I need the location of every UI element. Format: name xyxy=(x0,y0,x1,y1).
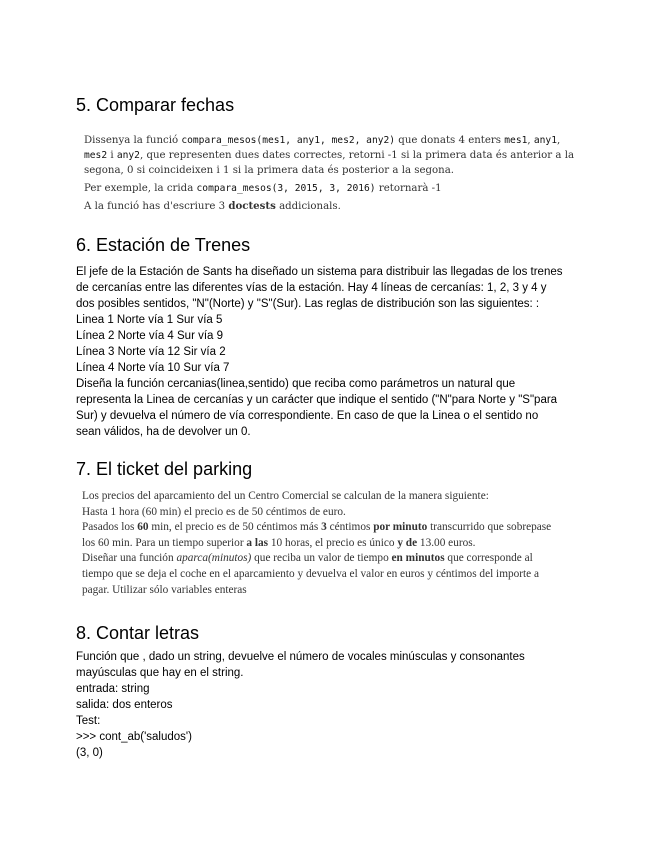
sec6-line: dos posibles sentidos, "N"(Norte) y "S"(Sur). Las reglas de distribución son las siguientes: : xyxy=(76,298,540,310)
sec5-line-5 xyxy=(84,199,576,214)
sec5-line-1 xyxy=(84,133,576,148)
sec5-code: compara_mesos(mes1, any1, mes2, any2) xyxy=(181,135,396,146)
sec7-line-5 xyxy=(82,551,582,567)
sec6-line: Diseña la función cercanias(linea,sentido) que reciba como parámetros un natural que xyxy=(76,378,516,390)
sec5-line-2 xyxy=(84,148,576,163)
sec6-line: de cercanías entre las diferentes vías de la estación. Hay 4 líneas de cercanías: 1, 2, 3 y 4 y xyxy=(76,282,547,294)
sec8-line: (3, 0) xyxy=(76,747,103,759)
sec6-line: Sur) y devuelva el número de vía correspondiente. En caso de que la Linea o el sentido no xyxy=(76,410,539,422)
sec7-bold: en minutos xyxy=(391,552,445,565)
sec7-text: que corresponde al xyxy=(444,552,533,565)
sec7-text: Pasados los xyxy=(82,521,138,534)
section-7-title: 7. El ticket del parking xyxy=(76,459,253,479)
sec7-text: 10 horas, el precio es único xyxy=(268,536,398,549)
sec5-text: Per exemple, la crida xyxy=(84,183,197,194)
sec6-line: sean válidos, ha de devolver un 0. xyxy=(76,426,251,438)
section-5-body xyxy=(84,133,576,214)
sec7-text: que reciba un valor de tiempo xyxy=(251,552,392,565)
sec7-bold: a las xyxy=(246,536,269,549)
sec7-line-1: Los precios del aparcamiento del un Centro Comercial se calculan de la manera siguiente: xyxy=(82,490,489,502)
sec6-line: Línea 3 Norte vía 12 Sir vía 2 xyxy=(76,346,226,358)
sec8-line: Test: xyxy=(76,715,101,727)
section-8-body xyxy=(76,649,576,761)
sec5-code: any2 xyxy=(116,150,140,161)
section-8-title: 8. Contar letras xyxy=(76,623,200,643)
sec6-line: Linea 1 Norte vía 1 Sur vía 5 xyxy=(76,314,223,326)
sec5-text: que donats 4 enters xyxy=(395,135,505,146)
sec6-line: Línea 4 Norte vía 10 Sur vía 7 xyxy=(76,362,230,374)
section-6-title: 6. Estación de Trenes xyxy=(76,235,251,255)
sec7-bold: 60 xyxy=(137,521,149,534)
sec8-line: mayúsculas que hay en el string. xyxy=(76,667,244,679)
sec5-bold: doctests xyxy=(228,200,276,212)
sec5-text: Dissenya la funció xyxy=(84,135,182,146)
sec7-text: Diseñar una función xyxy=(82,552,177,565)
sec5-line-4 xyxy=(84,181,576,196)
sec5-code: compara_mesos(3, 2015, 3, 2016) xyxy=(196,183,376,194)
sec5-text: addicionals. xyxy=(275,201,341,212)
sec7-text: los 60 min. Para un tiempo superior xyxy=(82,536,247,549)
sec5-code: mes1 xyxy=(504,135,528,146)
sec5-text: i xyxy=(107,150,117,161)
sec7-line-7: pagar. Utilizar sólo variables enteras xyxy=(82,583,247,596)
sec8-line: salida: dos enteros xyxy=(76,699,173,711)
sec5-text: A la funció has d'escriure 3 xyxy=(84,201,229,212)
sec5-text: , que representen dues dates correctes, retorni -1 si la primera data és anterior a la xyxy=(139,150,575,161)
sec5-text: , xyxy=(527,135,534,146)
section-6-body xyxy=(76,264,576,440)
sec8-line: Función que , dado un string, devuelve el número de vocales minúsculas y consonantes xyxy=(76,651,525,663)
section-5-title: 5. Comparar fechas xyxy=(76,95,235,115)
sec7-bold: y de xyxy=(397,536,418,549)
sec7-text: min, el precio es de 50 céntimos más xyxy=(148,521,322,534)
sec8-line: entrada: string xyxy=(76,683,150,695)
sec7-line-2: Hasta 1 hora (60 min) el precio es de 50 céntimos de euro. xyxy=(82,505,346,518)
sec6-line: El jefe de la Estación de Sants ha diseñado un sistema para distribuir las llegadas de los trenes xyxy=(76,266,563,278)
sec7-line-6: tiempo que se deja el coche en el aparcamiento y devuelva el valor en euros y céntimos del importe a xyxy=(82,567,540,580)
sec7-text: transcurrido que sobrepase xyxy=(427,521,552,534)
sec7-line-3 xyxy=(82,520,582,536)
sec5-code: any1 xyxy=(533,135,557,146)
sec5-code: mes2 xyxy=(84,150,108,161)
sec5-line-3: segona, 0 si coincideixen i 1 si la primera data és posterior a la segona. xyxy=(84,165,455,176)
sec6-line: representa la Linea de cercanías y un carácter que indique el sentido ("N"para Norte y "S"para xyxy=(76,394,558,406)
sec8-line: >>> cont_ab('saludos') xyxy=(76,731,192,743)
sec5-text: retornarà -1 xyxy=(375,183,442,194)
sec7-text: 13.00 euros. xyxy=(417,536,476,549)
sec7-line-4 xyxy=(82,536,582,552)
sec7-italic: aparca(minutos) xyxy=(176,552,252,565)
sec7-bold: 3 xyxy=(321,521,327,534)
sec5-text: , xyxy=(556,135,561,146)
sec7-text: céntimos xyxy=(326,521,374,534)
sec6-line: Línea 2 Norte vía 4 Sur vía 9 xyxy=(76,330,224,342)
section-7-body xyxy=(82,489,582,598)
sec7-bold: por minuto xyxy=(373,521,428,534)
